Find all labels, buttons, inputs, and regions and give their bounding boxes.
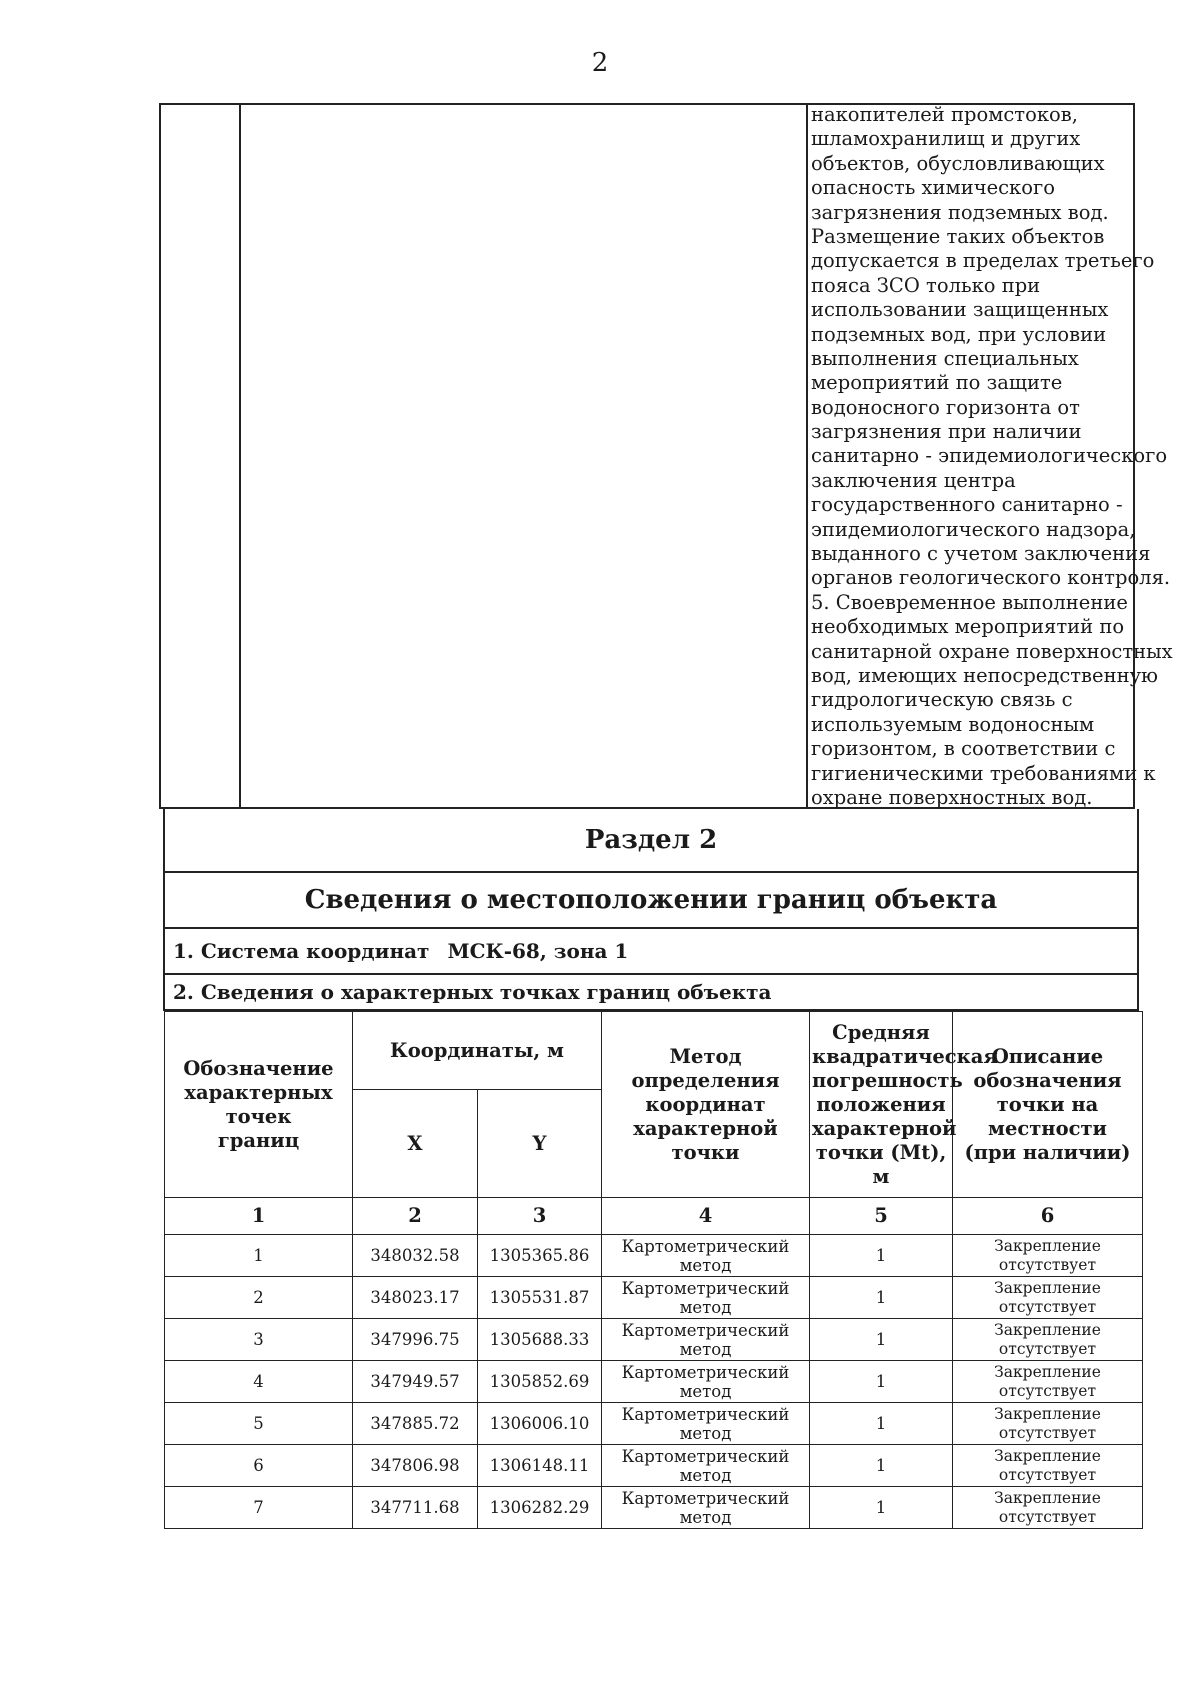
header-description: Описание обозначения точки на местности (при наличии): [953, 1012, 1143, 1198]
continuation-text: [811, 103, 1173, 810]
cell-method: Картометрический метод: [602, 1487, 810, 1529]
column-number: 1: [165, 1198, 353, 1235]
cell-x: 347996.75: [353, 1319, 478, 1361]
cell-x: 348023.17: [353, 1277, 478, 1319]
header-y: Y: [478, 1090, 602, 1198]
header-x: X: [353, 1090, 478, 1198]
cell-description: Закрепление отсутствует: [953, 1445, 1143, 1487]
text-line: используемым водоносным: [811, 712, 1095, 736]
cell-point: 4: [165, 1361, 353, 1403]
cell-method: Картометрический метод: [602, 1445, 810, 1487]
text-line: объектов, обусловливающих: [811, 151, 1105, 175]
points-heading: 2. Сведения о характерных точках границ объекта: [163, 975, 1139, 1011]
cell-error: 1: [810, 1361, 953, 1403]
cell-point: 7: [165, 1487, 353, 1529]
column-number: 2: [353, 1198, 478, 1235]
cell-point: 6: [165, 1445, 353, 1487]
text-line: Размещение таких объектов: [811, 224, 1105, 248]
column-number: 6: [953, 1198, 1143, 1235]
table-row: [165, 1403, 1143, 1445]
cell-method: Картометрический метод: [602, 1277, 810, 1319]
cell-x: 347949.57: [353, 1361, 478, 1403]
text-line: выполнения специальных: [811, 346, 1079, 370]
cell-point: 2: [165, 1277, 353, 1319]
text-line: гигиеническими требованиями к: [811, 761, 1156, 785]
column-divider: [806, 105, 808, 807]
cell-y: 1306282.29: [478, 1487, 602, 1529]
text-line: государственного санитарно -: [811, 493, 1123, 517]
cell-point: 5: [165, 1403, 353, 1445]
text-line: органов геологического контроля.: [811, 566, 1171, 590]
table-row: [165, 1445, 1143, 1487]
coordinate-system-label: 1. Система координат: [173, 939, 430, 963]
cell-description: Закрепление отсутствует: [953, 1403, 1143, 1445]
table-row: [165, 1235, 1143, 1277]
header-point: Обозначение характерных точек границ: [165, 1012, 353, 1198]
cell-method: Картометрический метод: [602, 1235, 810, 1277]
text-line: охране поверхностных вод.: [811, 785, 1093, 809]
header-error: Средняя квадратическая погрешность положения характерной точки (Mt), м: [810, 1012, 953, 1198]
text-line: необходимых мероприятий по: [811, 615, 1125, 639]
cell-error: 1: [810, 1445, 953, 1487]
text-line: допускается в пределах третьего: [811, 249, 1155, 273]
text-line: эпидемиологического надзора,: [811, 517, 1136, 541]
text-line: водоносного горизонта от: [811, 395, 1080, 419]
cell-x: 347885.72: [353, 1403, 478, 1445]
cell-method: Картометрический метод: [602, 1319, 810, 1361]
text-line: шламохранилищ и других: [811, 127, 1081, 151]
coordinate-system-value: МСК-68, зона 1: [447, 939, 629, 963]
cell-method: Картометрический метод: [602, 1403, 810, 1445]
column-number: 5: [810, 1198, 953, 1235]
cell-point: 3: [165, 1319, 353, 1361]
cell-y: 1305531.87: [478, 1277, 602, 1319]
header-coordinates: Координаты, м: [353, 1012, 602, 1090]
table-row: [165, 1487, 1143, 1529]
cell-error: 1: [810, 1235, 953, 1277]
text-line: санитарно - эпидемиологического: [811, 444, 1168, 468]
cell-y: 1306006.10: [478, 1403, 602, 1445]
text-line: мероприятий по защите: [811, 371, 1063, 395]
cell-description: Закрепление отсутствует: [953, 1235, 1143, 1277]
continuation-table: [159, 103, 1173, 809]
text-line: подземных вод, при условии: [811, 322, 1107, 346]
text-line: накопителей промстоков,: [811, 103, 1078, 126]
table-row: [165, 1361, 1143, 1403]
cell-error: 1: [810, 1487, 953, 1529]
text-line: пояса ЗСО только при: [811, 273, 1041, 297]
text-line: загрязнения подземных вод.: [811, 200, 1109, 224]
coordinate-system: [163, 929, 1139, 975]
boundary-points-table: [164, 1011, 1143, 1529]
cell-x: 348032.58: [353, 1235, 478, 1277]
cell-description: Закрепление отсутствует: [953, 1319, 1143, 1361]
cell-y: 1305852.69: [478, 1361, 602, 1403]
cell-x: 347806.98: [353, 1445, 478, 1487]
cell-description: Закрепление отсутствует: [953, 1361, 1143, 1403]
column-divider: [239, 105, 241, 807]
cell-description: Закрепление отсутствует: [953, 1487, 1143, 1529]
table-row: [165, 1319, 1143, 1361]
table-row: [165, 1277, 1143, 1319]
column-number: 4: [602, 1198, 810, 1235]
page-number: 2: [591, 48, 609, 78]
cell-x: 347711.68: [353, 1487, 478, 1529]
text-line: вод, имеющих непосредственную: [811, 663, 1159, 687]
text-line: горизонтом, в соответствии с: [811, 737, 1116, 761]
cell-description: Закрепление отсутствует: [953, 1277, 1143, 1319]
text-line: гидрологическую связь с: [811, 688, 1073, 712]
text-line: заключения центра: [811, 468, 1016, 492]
cell-y: 1305365.86: [478, 1235, 602, 1277]
cell-method: Картометрический метод: [602, 1361, 810, 1403]
text-line: 5. Своевременное выполнение: [811, 590, 1128, 614]
text-line: загрязнения при наличии: [811, 420, 1082, 444]
text-line: выданного с учетом заключения: [811, 542, 1151, 566]
text-line: опасность химического: [811, 176, 1055, 200]
header-method: Метод определения координат характерной точки: [602, 1012, 810, 1198]
cell-y: 1306148.11: [478, 1445, 602, 1487]
text-line: санитарной охране поверхностных: [811, 639, 1173, 663]
cell-y: 1305688.33: [478, 1319, 602, 1361]
cell-point: 1: [165, 1235, 353, 1277]
cell-error: 1: [810, 1403, 953, 1445]
cell-error: 1: [810, 1277, 953, 1319]
text-line: использовании защищенных: [811, 298, 1109, 322]
section-subtitle: Сведения о местоположении границ объекта: [163, 873, 1139, 929]
section-title: Раздел 2: [163, 809, 1139, 873]
cell-error: 1: [810, 1319, 953, 1361]
column-number: 3: [478, 1198, 602, 1235]
